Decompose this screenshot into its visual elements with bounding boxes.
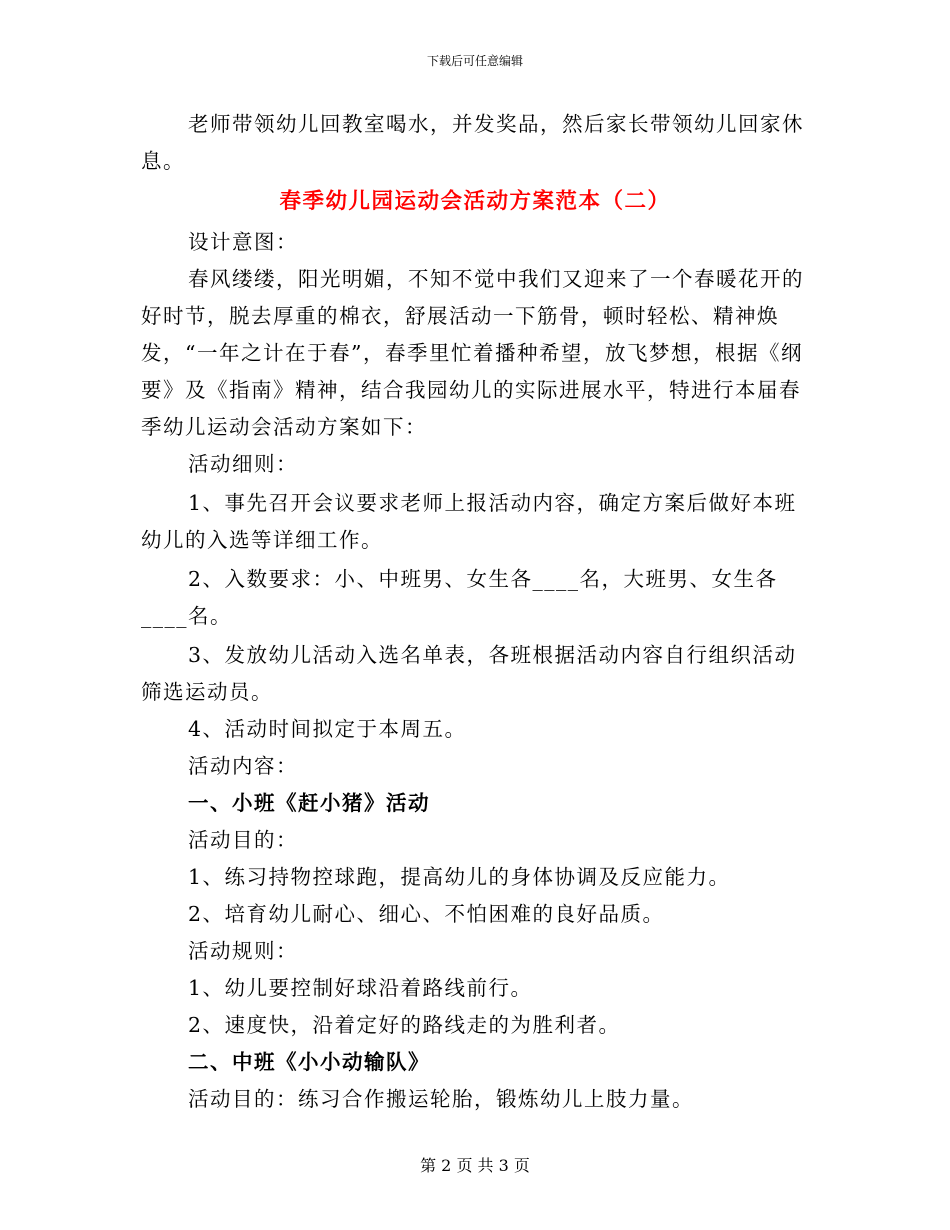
paragraph-activity-rule-1: 1、幼儿要控制好球沿着路线前行。: [188, 976, 533, 1000]
page-header: 下载后可任意编辑: [426, 54, 523, 68]
paragraph-purpose-label: 活动目的：: [188, 828, 298, 852]
heading-small-class: 一、小班《赶小猪》活动: [188, 791, 430, 815]
heading-middle-class: 二、中班《小小动输队》: [188, 1050, 430, 1074]
paragraph-middle-purpose: 活动目的：练习合作搬运轮胎，锻炼幼儿上肢力量。: [188, 1087, 694, 1111]
section-title: 春季幼儿园运动会活动方案范本（二）: [279, 189, 671, 214]
document-body: [141, 106, 809, 1118]
page-footer: 第 2 页 共 3 页: [420, 1156, 530, 1175]
paragraph-activity-rule-2: 2、速度快，沿着定好的路线走的为胜利者。: [188, 1013, 621, 1037]
paragraph-rule-2: 2、入数要求：小、中班男、女生各____名，大班男、女生各____名。: [141, 567, 778, 628]
paragraph-design-intent-label: 设计意图：: [188, 230, 298, 254]
paragraph-purpose-2: 2、培育幼儿耐心、细心、不怕困难的良好品质。: [188, 902, 665, 926]
paragraph-design-intent: 春风缕缕，阳光明媚，不知不觉中我们又迎来了一个春暖花开的好时节，脱去厚重的棉衣，舒展活动一下筋骨，顿时轻松、精神焕发，“一年之计在于春”，春季里忙着播种希望，放飞梦想，根据《纲要》及《指南》精神，结合我园幼儿的实际进展水平，特进行本届春季幼儿运动会活动方案如下：: [141, 267, 804, 439]
paragraph-closing: 老师带领幼儿回教室喝水，并发奖品，然后家长带领幼儿回家休息。: [141, 112, 804, 173]
paragraph-rule-3: 3、发放幼儿活动入选名单表，各班根据活动内容自行组织活动筛选运动员。: [141, 643, 797, 704]
paragraph-content-label: 活动内容：: [188, 754, 298, 778]
paragraph-rules-label: 活动细则：: [188, 452, 298, 476]
paragraph-purpose-1: 1、练习持物控球跑，提高幼儿的身体协调及反应能力。: [188, 865, 731, 889]
paragraph-activity-rules-label: 活动规则：: [188, 939, 298, 963]
paragraph-rule-4: 4、活动时间拟定于本周五。: [188, 717, 467, 741]
paragraph-rule-1: 1、事先召开会议要求老师上报活动内容，确定方案后做好本班幼儿的入选等详细工作。: [141, 491, 797, 552]
